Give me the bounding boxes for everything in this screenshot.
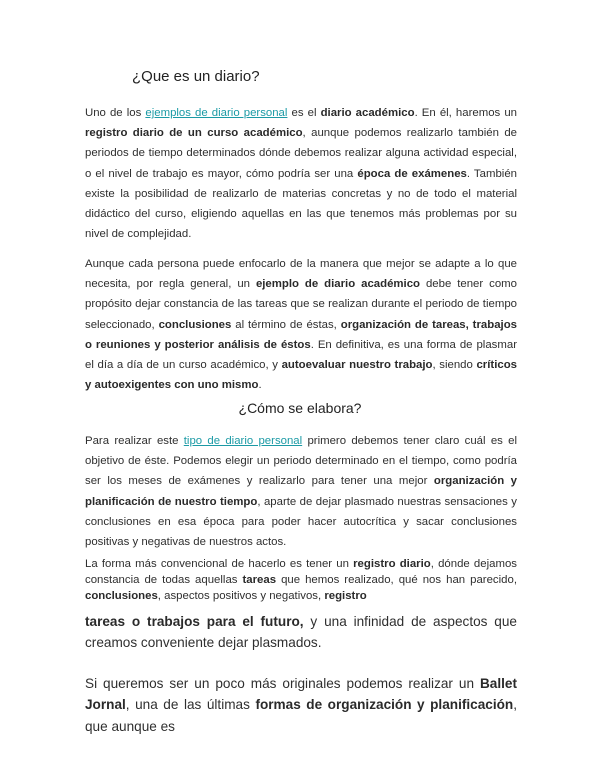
bold-text: autoevaluar nuestro trabajo (281, 359, 433, 372)
body-text: Aunque cada persona puede enfocarlo de la manera que mejor se adapte a lo que necesita, por regla general, un (85, 258, 517, 291)
bold-text: diario académico (320, 107, 415, 119)
bold-text: tareas o trabajos para el futuro, (85, 614, 304, 629)
body-text: al término de éstas, (231, 318, 341, 331)
bold-text: formas de organización y planificación (255, 697, 514, 713)
body-text: Si queremos ser un poco más originales podemos realizar un (85, 676, 480, 691)
heading-what-is-diary: ¿Que es un diario? (132, 68, 260, 85)
paragraph-6 (85, 673, 517, 737)
paragraph-5 (85, 611, 517, 654)
paragraph-3 (85, 431, 517, 552)
inline-link[interactable]: tipo de diario personal (183, 435, 303, 447)
bold-text: organización de tareas, trabajos o reuniones y posterior análisis de éstos (85, 318, 517, 351)
bold-text: registro diario (353, 558, 431, 570)
body-text: , dónde dejamos constancia de todas aquellas (85, 558, 517, 587)
bold-text: registro diario de un curso académico (85, 127, 303, 140)
body-text: , aunque podemos realizarlo también de periodos de tiempo determinados dónde debemos realizar alguna actividad especial, o el nivel de trabajo es mayor, cómo podría ser una (85, 127, 517, 180)
body-text: , que aunque es (85, 697, 517, 734)
bold-text: tareas (242, 574, 277, 587)
body-text: La forma más convencional de hacerlo es tener un (85, 558, 354, 570)
bold-text: conclusiones (85, 590, 158, 603)
body-text: primero debemos tener claro cuál es el objetivo de éste. Podemos elegir un periodo determinado en el tiempo, como podría ser los meses de exámenes y realizarlo para tener una mejor (85, 435, 517, 488)
bold-text: conclusiones (158, 318, 232, 331)
bold-text: críticos y autoexigentes con uno mismo (85, 359, 517, 392)
body-text: es el (287, 107, 321, 119)
inline-link[interactable]: ejemplos de diario personal (145, 107, 288, 119)
body-text: debe tener como propósito dejar constancia de las tareas que se realizan durante el periodo de tiempo seleccionado, (85, 278, 517, 331)
body-text: y una infinidad de aspectos que creamos conveniente dejar plasmados. (85, 614, 517, 651)
bold-text: Ballet Jornal (85, 676, 517, 713)
body-text: . En definitiva, es una forma de plasmar el día a día de un curso académico, y (85, 338, 517, 372)
body-text: . (258, 379, 262, 392)
bold-text: registro (324, 590, 367, 603)
body-text: Para realizar este (85, 435, 184, 447)
bold-text: época de exámenes (357, 167, 467, 180)
paragraph-2 (85, 254, 517, 395)
paragraph-1 (85, 103, 517, 244)
body-text: Uno de los (85, 107, 146, 119)
body-text: , una de las últimas (125, 697, 256, 713)
body-text: . También existe la posibilidad de realizarlo de materias concretas y no de todo el material didáctico del curso, eligiendo aquellas en las que tenemos más problemas por su nivel de complejidad. (85, 167, 517, 241)
bold-text: organización y planificación de nuestro tiempo (85, 475, 517, 508)
heading-how-to-make: ¿Cómo se elabora? (238, 400, 362, 416)
body-text: , aspectos positivos y negativos, (157, 590, 325, 603)
body-text: . En él, haremos un (414, 107, 518, 119)
paragraph-4 (85, 556, 517, 605)
body-text: , aparte de dejar plasmado nuestras sensaciones y conclusiones en esa época para poder hacer autocrítica y sacar conclusiones positivas y negativas de nuestros actos. (85, 495, 517, 549)
body-text: , siendo (432, 359, 477, 372)
bold-text: ejemplo de diario académico (255, 278, 420, 291)
body-text: que hemos realizado, qué nos han parecido, (276, 574, 517, 587)
